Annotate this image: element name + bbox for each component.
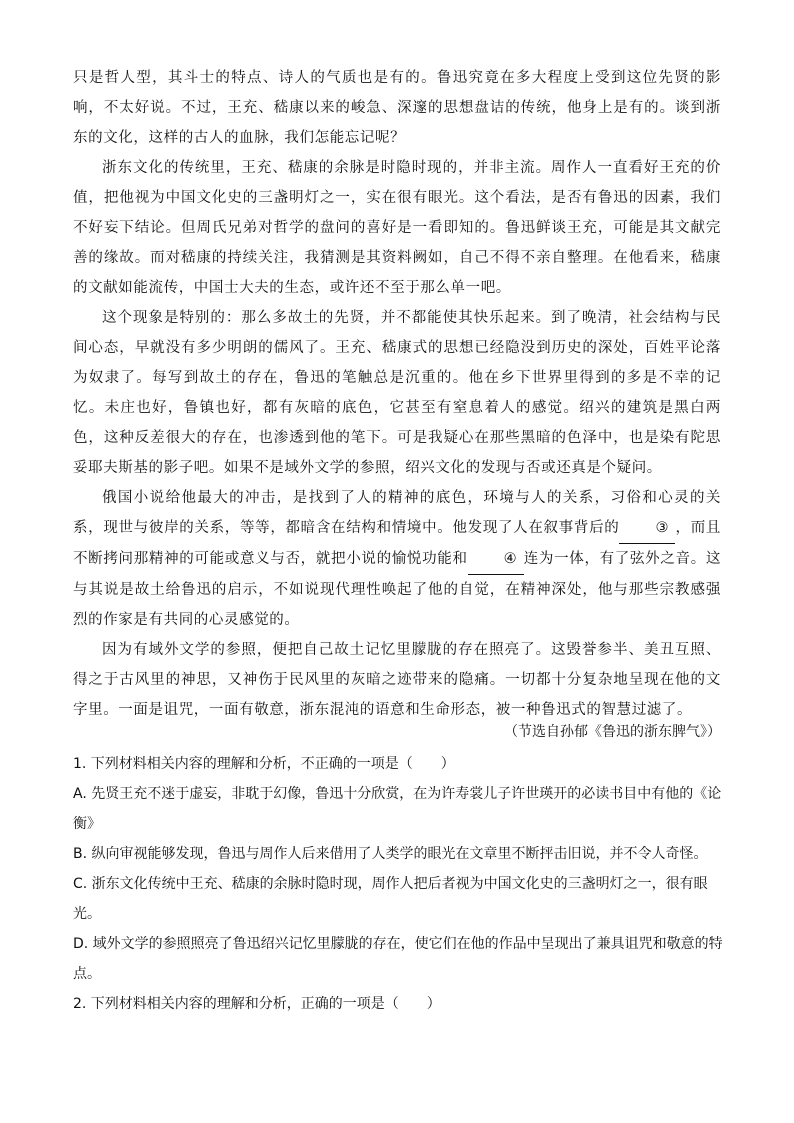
questions-section <box>73 749 723 1019</box>
fill-blank-3: ③ <box>619 513 675 544</box>
paragraph-4-part-c: 连为一体，有了弦外之音。这与其说是故土给鲁迅的启示，不如说现代理性唤起了他的自觉，在精神深处，他与那些宗教感强烈的作家是有共同的心灵感觉的。 <box>73 551 721 628</box>
question-1-option-c: C. 浙东文化传统中王充、嵇康的余脉时隐时现，周作人把后者视为中国文化史的三盏明灯之一，很有眼光。 <box>73 876 708 922</box>
question-1-stem: 1. 下列材料相关内容的理解和分析，不正确的一项是（ ） <box>73 756 455 772</box>
passage-source: （节选自孙郁《鲁迅的浙东脾气》） <box>504 724 721 740</box>
question-1-option-b: B. 纵向审视能够发现，鲁迅与周作人后来借用了人类学的眼光在文章里不断抨击旧说，并不令人奇怪。 <box>73 846 708 862</box>
paragraph-4-part-b: ，而且不断拷问那精神的可能或意义与否，就把小说的愉悦功能和 <box>73 520 721 567</box>
reading-passage <box>73 63 721 725</box>
question-2-stem: 2. 下列材料相关内容的理解和分析，正确的一项是（ ） <box>73 996 441 1012</box>
passage-paragraph-4 <box>73 483 721 635</box>
paragraph-4-part-a: 俄国小说给他最大的冲击，是找到了人的精神的底色，环境与人的关系，习俗和心灵的关系，现世与彼岸的关系，等等，都暗含在结构和情境中。他发现了人在叙事背后的 <box>73 490 721 536</box>
passage-paragraph-3: 这个现象是特别的：那么多故土的先贤，并不都能使其快乐起来。到了晚清，社会结构与民间心态，早就没有多少明朗的儒风了。王充、嵇康式的思想已经隐没到历史的深处，百姓平论落为奴隶了。每写到故土的存在，鲁迅的笔触总是沉重的。他在乡下世界里得到的多是不幸的记忆。未庄也好，鲁镇也好，都有灰暗的底色，它甚至有窒息着人的感觉。绍兴的建筑是黑白两色，这种反差很大的存在，也渗透到他的笔下。可是我疑心在那些黑暗的色泽中，也是染有陀思妥耶夫斯基的影子吧。如果不是域外文学的参照，绍兴文化的发现与否或还真是个疑问。 <box>73 310 721 476</box>
passage-paragraph-1: 只是哲人型，其斗士的特点、诗人的气质也是有的。鲁迅究竟在多大程度上受到这位先贤的影响，不太好说。不过，王充、嵇康以来的峻急、深邃的思想盘诘的传统，他身上是有的。谈到浙东的文化，这样的古人的血脉，我们怎能忘记呢？ <box>73 70 721 146</box>
question-1-option-a: A. 先贤王充不迷于虚妄，非耽于幻像，鲁迅十分欣赏，在为许寿裳儿子许世瑛开的必读书目中有他的《论衡》 <box>73 786 722 832</box>
fill-blank-4: ④ <box>468 544 524 575</box>
passage-paragraph-2: 浙东文化的传统里，王充、嵇康的余脉是时隐时现的，并非主流。周作人一直看好王充的价值，把他视为中国文化史的三盏明灯之一，实在很有眼光。这个看法，是否有鲁迅的因素，我们不好妄下结论。但周氏兄弟对哲学的盘问的喜好是一看即知的。鲁迅鲜谈王充，可能是其文献完善的缘故。而对嵇康的持续关注，我猜测是其资料阙如，自己不得不亲自整理。在他看来，嵇康的文献如能流传，中国士大夫的生态，或许还不至于那么单一吧。 <box>73 160 721 296</box>
passage-paragraph-5: 因为有域外文学的参照，便把自己故土记忆里朦胧的存在照亮了。这毁誉参半、美丑互照、得之于古风里的神思，又神伤于民风里的灰暗之迹带来的隐痛。一切都十分复杂地呈现在他的文字里。一面是诅咒，一面有敬意，浙东混沌的语意和生命形态，被一种鲁迅式的智慧过滤了。 <box>73 642 721 718</box>
question-1-option-d: D. 域外文学的参照照亮了鲁迅绍兴记忆里朦胧的存在，使它们在他的作品中呈现出了兼具诅咒和敬意的特点。 <box>73 936 723 982</box>
